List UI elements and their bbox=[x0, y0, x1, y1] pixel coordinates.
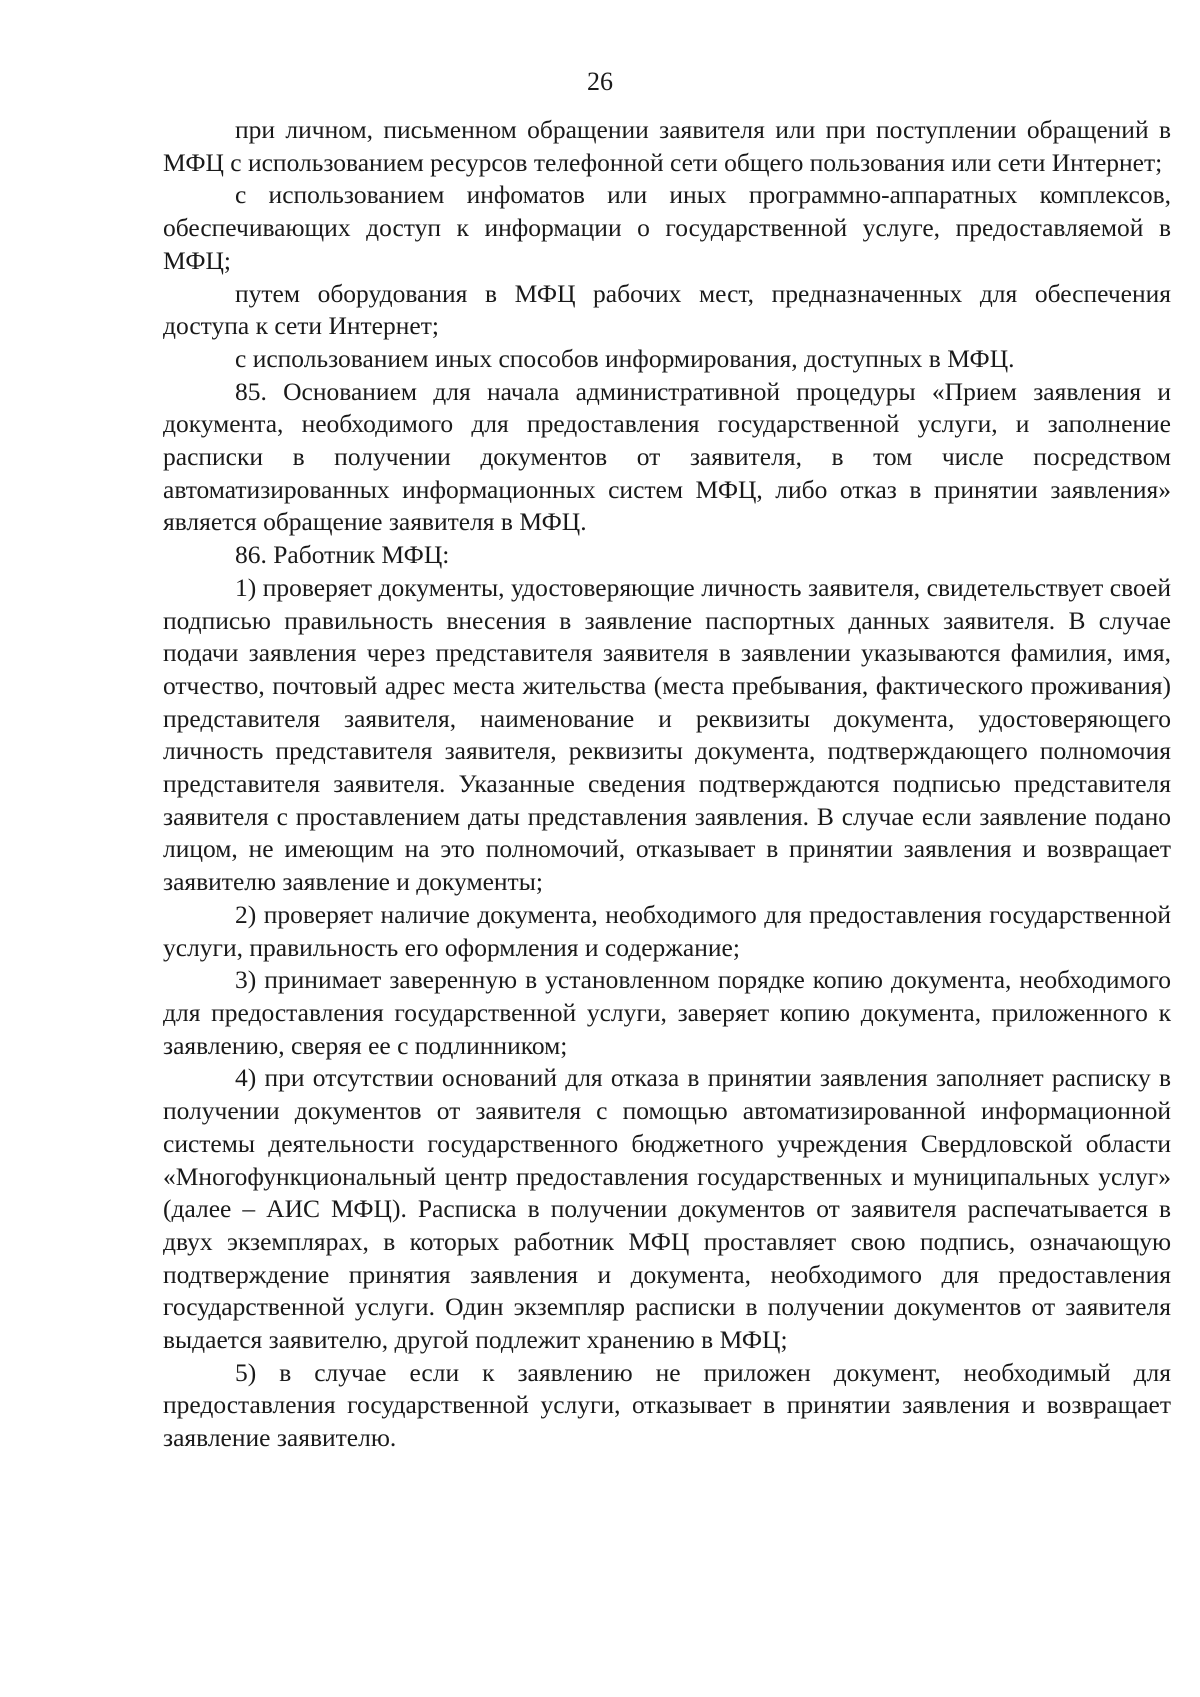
paragraph-info-other-methods: с использованием иных способов информирования, доступных в МФЦ. bbox=[235, 343, 1015, 373]
paragraph-85: 85. Основанием для начала административной процедуры «Прием заявления и документа, необходимого для предоставления государственной услуги, и заполнение расписки в получении документов от заявителя, в том числе посредством автоматизированных информационных систем МФЦ, либо отказ в принятии заявления» является обращение заявителя в МФЦ. bbox=[163, 376, 1171, 537]
paragraph-86-item-1: 1) проверяет документы, удостоверяющие личность заявителя, свидетельствует своей подписью правильность внесения в заявление паспортных данных заявителя. В случае подачи заявления через представителя заявителя в заявлении указываются фамилия, имя, отчество, почтовый адрес места жительства (места пребывания, фактического проживания) представителя заявителя, наименование и реквизиты документа, удостоверяющего личность представителя заявителя, реквизиты документа, подтверждающего полномочия представителя заявителя. Указанные сведения подтверждаются подписью представителя заявителя с проставлением даты представления заявления. В случае если заявление подано лицом, не имеющим на это полномочий, отказывает в принятии заявления и возвращает заявителю заявление и документы; bbox=[163, 572, 1171, 897]
paragraph-info-infomats: с использованием инфоматов или иных программно-аппаратных комплексов, обеспечивающих доступ к информации о государственной услуге, предоставляемой в МФЦ; bbox=[163, 180, 1171, 275]
page-number: 26 bbox=[587, 67, 613, 96]
paragraph-86-item-4: 4) при отсутствии оснований для отказа в принятии заявления заполняет расписку в получении документов от заявителя с помощью автоматизированной информационной системы деятельности государственного бюджетного учреждения Свердловской области «Многофункциональный центр предоставления государственных и муниципальных услуг» (далее – АИС МФЦ). Расписка в получении документов от заявителя распечатывается в двух экземплярах, в которых работник МФЦ проставляет свою подпись, означающую подтверждение принятия заявления и документа, необходимого для предоставления государственной услуги. Один экземпляр расписки в получении документов от заявителя выдается заявителю, другой подлежит хранению в МФЦ; bbox=[163, 1063, 1171, 1355]
paragraph-86-item-3: 3) принимает заверенную в установленном порядке копию документа, необходимого для предоставления государственной услуги, заверяет копию документа, приложенного к заявлению, сверяя ее с подлинником; bbox=[163, 965, 1171, 1060]
document-body bbox=[163, 114, 1171, 1455]
paragraph-86-item-5: 5) в случае если к заявлению не приложен документ, необходимый для предоставления государственной услуги, отказывает в принятии заявления и возвращает заявление заявителю. bbox=[163, 1357, 1171, 1453]
paragraph-86-item-2: 2) проверяет наличие документа, необходимого для предоставления государственной услуги, правильность его оформления и содержание; bbox=[163, 899, 1171, 962]
paragraph-info-workplaces: путем оборудования в МФЦ рабочих мест, предназначенных для обеспечения доступа к сети Интернет; bbox=[163, 278, 1171, 341]
paragraph-info-phone-internet: при личном, письменном обращении заявителя или при поступлении обращений в МФЦ с использованием ресурсов телефонной сети общего пользования или сети Интернет; bbox=[163, 115, 1171, 177]
paragraph-86: 86. Работник МФЦ: bbox=[235, 540, 450, 570]
